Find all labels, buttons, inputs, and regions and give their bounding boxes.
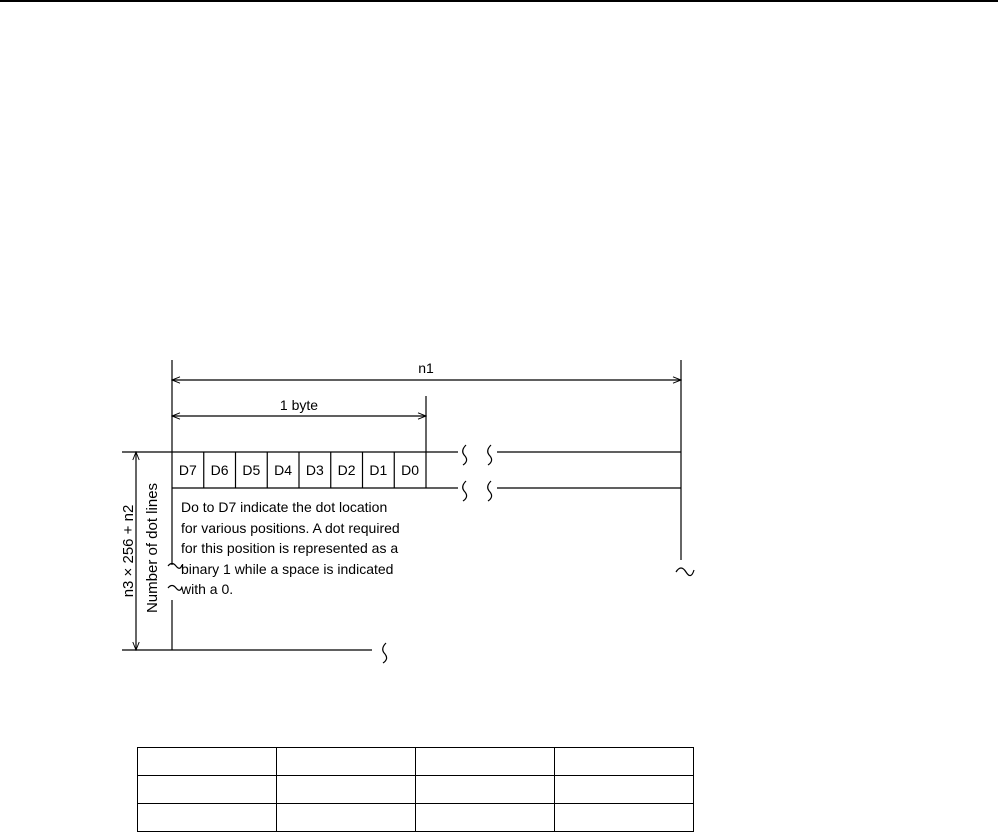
byte-label: 1 byte [279, 397, 319, 413]
bit-cell-d0: D0 [401, 462, 420, 478]
bit-cell-d5: D5 [242, 462, 261, 478]
table-cell [277, 804, 416, 832]
table-row [138, 748, 694, 776]
left-break-mark-2 [168, 586, 182, 591]
table-cell [555, 804, 694, 832]
bit-cell-d2: D2 [337, 462, 356, 478]
bit-cell-d6: D6 [210, 462, 229, 478]
height-formula-label: n3 × 256 + n2 [120, 504, 137, 598]
note-line: with a 0. [181, 581, 234, 597]
table-row [138, 776, 694, 804]
table-cell [277, 748, 416, 776]
break-mark-bottom-2 [488, 481, 492, 501]
table-cell [138, 776, 277, 804]
bit-description-note [181, 497, 481, 600]
note-line: for this position is represented as a [181, 540, 399, 556]
break-mark-top-2 [488, 445, 492, 465]
table-cell [277, 776, 416, 804]
note-line: for various positions. A dot required [181, 519, 400, 536]
n1-label: n1 [418, 360, 434, 376]
table-cell [555, 776, 694, 804]
height-label: Number of dot lines [144, 482, 161, 614]
table-cell [416, 776, 555, 804]
break-mark-top-1 [463, 445, 467, 465]
right-break-mark [676, 568, 694, 576]
table-cell [416, 804, 555, 832]
bit-cell-d1: D1 [369, 462, 388, 478]
table-row [138, 804, 694, 832]
note-line: Do to D7 indicate the dot location [181, 499, 388, 515]
table-cell [416, 748, 555, 776]
left-break-mark-1 [168, 564, 182, 569]
empty-table [137, 747, 694, 832]
table-cell [138, 804, 277, 832]
table-cell [555, 748, 694, 776]
bit-cell-d4: D4 [274, 462, 293, 478]
bit-cell-d7: D7 [178, 462, 197, 478]
bottom-break-mark [383, 643, 387, 663]
table-cell [138, 748, 277, 776]
bit-cell-d3: D3 [305, 462, 324, 478]
note-line: binary 1 while a space is indicated [181, 560, 394, 577]
